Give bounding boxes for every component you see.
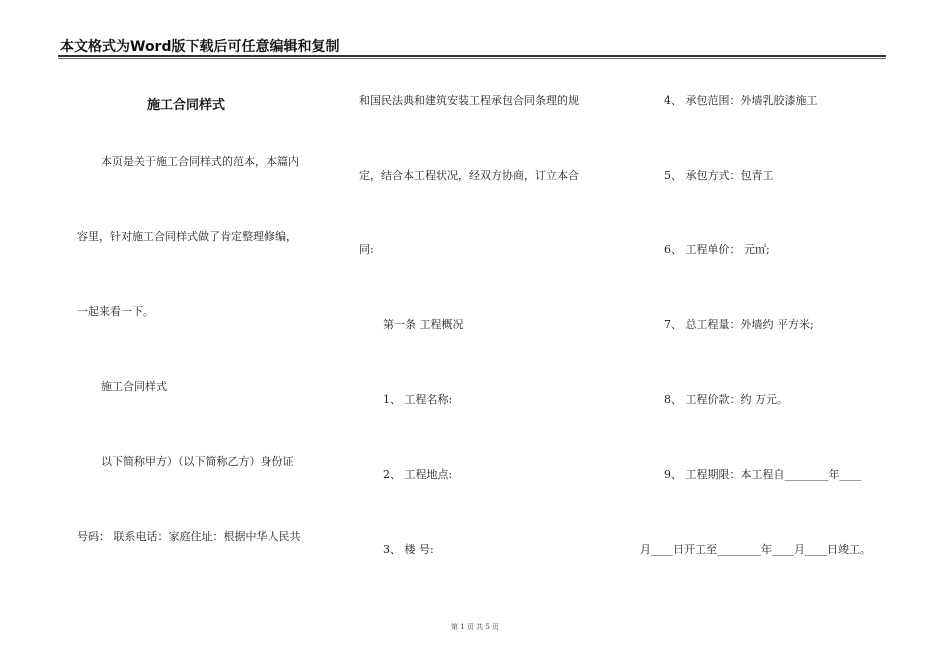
document-title: 施工合同样式 <box>147 98 226 113</box>
paragraph-line: 同: <box>359 243 374 256</box>
paragraph-line: 定，结合本工程状况，经双方协商，订立本合 <box>359 169 579 182</box>
list-item: 2、 工程地点: <box>383 468 453 481</box>
list-item: 8、 工程价款：约 万元。 <box>664 393 788 406</box>
section-heading: 第一条 工程概况 <box>383 318 464 331</box>
list-item: 4、 承包范围：外墙乳胶漆施工 <box>664 94 818 107</box>
list-item: 3、 楼 号: <box>383 543 434 556</box>
header-rule-thin <box>58 58 886 59</box>
paragraph-line: 容里，针对施工合同样式做了肯定整理修编， <box>77 230 297 243</box>
page-footer: 第 1 页 共 5 页 <box>450 623 500 631</box>
list-item: 5、 承包方式：包青工 <box>664 169 774 182</box>
list-item: 1、 工程名称: <box>383 393 453 406</box>
list-item: 6、 工程单价： 元㎡; <box>664 243 770 256</box>
list-item: 月____日开工至________年____月____日竣工。 <box>640 543 871 556</box>
paragraph-line: 号码： 联系电话：家庭住址：根据中华人民共 <box>77 530 301 543</box>
header-rule-thick <box>58 55 886 57</box>
paragraph-line: 一起来看一下。 <box>77 305 154 318</box>
list-item: 9、 工程期限：本工程自________年____ <box>664 468 862 481</box>
page-header: 本文格式为Word版下载后可任意编辑和复制 <box>60 39 340 55</box>
paragraph-line: 以下简称甲方）（以下简称乙方）身份证 <box>101 455 294 468</box>
paragraph-line: 和国民法典和建筑安装工程承包合同条理的规 <box>359 94 579 107</box>
paragraph-line: 本页是关于施工合同样式的范本，本篇内 <box>101 155 299 168</box>
list-item: 7、 总工程量：外墙约 平方米; <box>664 318 814 331</box>
paragraph-line: 施工合同样式 <box>101 380 167 393</box>
